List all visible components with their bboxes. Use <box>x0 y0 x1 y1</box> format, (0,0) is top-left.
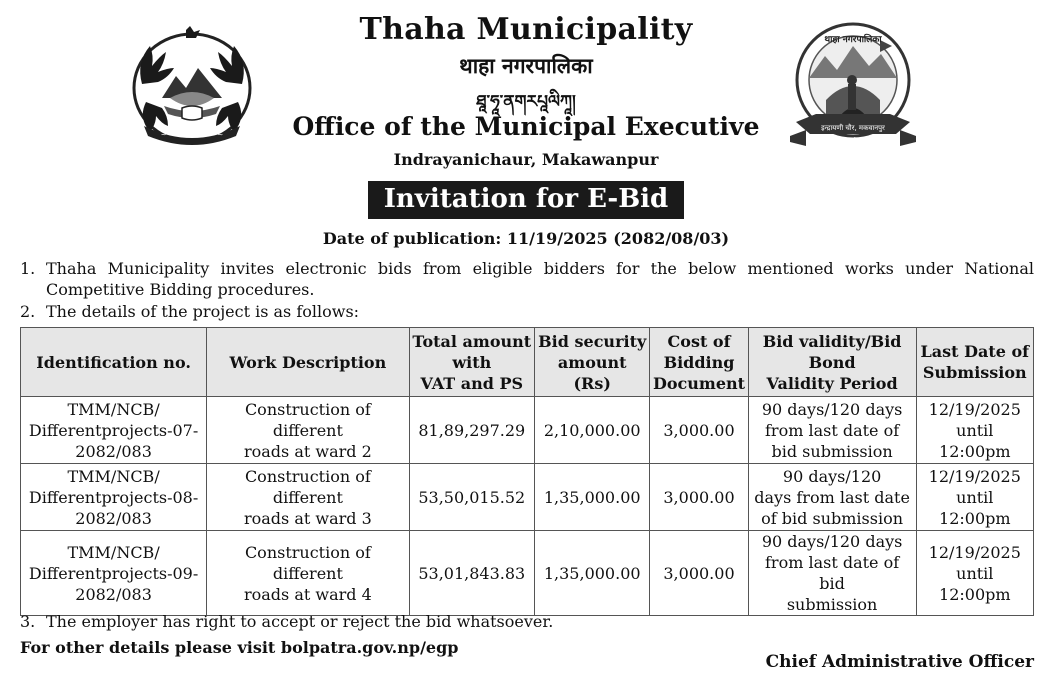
office-address: Indrayanichaur, Makawanpur <box>393 150 659 169</box>
table-cell <box>207 397 409 464</box>
table-cell-line: Differentprojects-09- <box>28 563 199 583</box>
notice-banner: Invitation for E-Bid <box>368 181 685 219</box>
column-header-line: Cost of <box>667 331 731 351</box>
table-cell-line: roads at ward 2 <box>243 441 372 461</box>
table-cell-line: 53,01,843.83 <box>418 563 526 583</box>
logo-text-top: थाहा नगरपालिका <box>824 35 882 45</box>
table-cell-line: 2082/083 <box>75 441 152 461</box>
table-cell <box>535 531 650 616</box>
point-text: The details of the project is as follows: <box>46 302 360 321</box>
municipality-title-tamang: ཐཱ་ཧཱ་ནགརཔཱལིཀཱ། <box>476 92 576 112</box>
table-cell <box>21 397 207 464</box>
svg-text:~ ~ ~ ~ ~ ~ ~ ~: ~ ~ ~ ~ ~ ~ ~ ~ <box>160 131 224 139</box>
table-cell-line: 3,000.00 <box>663 420 735 440</box>
column-header-line: amount (Rs) <box>557 352 627 393</box>
table-cell-line: days from last date <box>754 487 910 507</box>
table-cell-line: until <box>956 563 994 583</box>
table-cell-line: 53,50,015.52 <box>418 487 526 507</box>
table-header-row <box>21 328 1034 397</box>
table-cell-line: roads at ward 3 <box>243 508 372 528</box>
column-header-line: Submission <box>922 363 1027 382</box>
table-cell-line: roads at ward 4 <box>243 584 372 604</box>
table-cell-line: 12/19/2025 <box>928 542 1021 562</box>
table-cell <box>916 531 1033 616</box>
column-header <box>207 328 409 397</box>
column-header-line: Bid validity/Bid <box>762 331 902 351</box>
column-header-line: Document <box>652 373 746 393</box>
column-header-line: Bond <box>808 352 856 372</box>
table-cell <box>409 397 534 464</box>
table-cell-line: submission <box>786 595 878 614</box>
table-cell <box>650 397 748 464</box>
logo-text-bottom: इन्द्रायणी चौर, मकवानपुर <box>821 124 885 132</box>
table-cell-line: 12:00pm <box>939 508 1011 528</box>
column-header-line: Identification no. <box>36 352 191 372</box>
column-header-line: Validity Period <box>766 373 898 393</box>
table-cell-line: from last date of bid <box>765 553 900 593</box>
table-cell-line: 81,89,297.29 <box>418 420 526 440</box>
table-cell-line: until <box>956 420 994 440</box>
column-header <box>748 328 916 397</box>
table-cell-line: TMM/NCB/ <box>67 466 160 486</box>
table-cell-line: 1,35,000.00 <box>543 563 641 583</box>
table-cell-line: Construction of different <box>244 466 371 507</box>
bid-details-table <box>20 327 1034 616</box>
table-cell-line: 2082/083 <box>75 508 152 528</box>
municipality-title-nepali: थाहा नगरपालिका <box>459 53 593 78</box>
table-cell <box>535 397 650 464</box>
column-header-line: VAT and PS <box>420 373 524 393</box>
point-number: 3. <box>20 612 36 631</box>
column-header <box>650 328 748 397</box>
table-cell-line: 12/19/2025 <box>928 399 1021 419</box>
table-cell-line: TMM/NCB/ <box>67 542 160 562</box>
column-header-line: Bidding <box>663 352 735 372</box>
table-cell-line: until <box>956 487 994 507</box>
table-cell-line: 90 days/120 <box>782 466 882 486</box>
table-cell <box>748 531 916 616</box>
table-cell-line: Construction of different <box>244 399 371 440</box>
point-2 <box>20 301 1034 322</box>
table-cell-line: bid submission <box>771 441 893 461</box>
municipality-title: Thaha Municipality <box>359 12 693 47</box>
point-1 <box>20 258 1034 300</box>
column-header-line: Last Date of <box>920 342 1030 361</box>
column-header <box>21 328 207 397</box>
logo-text-footer: बागमती प्रदेश,नेपाल <box>829 137 877 145</box>
banner-container <box>0 181 1052 219</box>
table-row <box>21 397 1034 464</box>
table-cell-line: 12/19/2025 <box>928 466 1021 486</box>
point-number: 2. <box>20 302 36 321</box>
other-details-note: For other details please visit bolpatra.gov.np/egp <box>20 638 459 657</box>
table-cell-line: 90 days/120 days <box>761 399 903 419</box>
table-cell-line: Differentprojects-08- <box>28 487 199 507</box>
column-header-line: Work Description <box>229 352 387 372</box>
table-cell <box>207 531 409 616</box>
table-row <box>21 464 1034 531</box>
table-cell <box>207 464 409 531</box>
table-cell-line: Differentprojects-07- <box>28 420 199 440</box>
table-cell-line: 90 days/120 days <box>761 532 903 551</box>
point-text: Thaha Municipality invites electronic bids from eligible bidders for the below mentioned works under National Competitive Bidding procedures. <box>46 259 1034 299</box>
table-cell-line: 3,000.00 <box>663 563 735 583</box>
table-row <box>21 531 1034 616</box>
table-cell-line: of bid submission <box>761 508 904 528</box>
table-cell <box>748 397 916 464</box>
table-cell <box>21 531 207 616</box>
signatory-title: Chief Administrative Officer <box>765 652 1034 672</box>
table-cell <box>916 464 1033 531</box>
table-cell-line: 12:00pm <box>939 584 1011 604</box>
column-header-line: Total amount <box>412 331 532 351</box>
table-cell <box>21 464 207 531</box>
column-header-line: Bid security <box>538 331 647 351</box>
point-3 <box>20 611 1034 632</box>
column-header <box>409 328 534 397</box>
point-number: 1. <box>20 259 36 278</box>
table-body <box>21 397 1034 616</box>
table-cell-line: TMM/NCB/ <box>67 399 160 419</box>
column-header <box>916 328 1033 397</box>
table-cell-line: from last date of <box>765 420 900 440</box>
table-cell <box>409 531 534 616</box>
column-header <box>535 328 650 397</box>
table-cell <box>650 531 748 616</box>
column-header-line: with <box>452 352 492 372</box>
table-cell-line: 12:00pm <box>939 441 1011 461</box>
table-cell <box>535 464 650 531</box>
table-cell-line: 2082/083 <box>75 584 152 604</box>
office-title: Office of the Municipal Executive <box>292 112 760 141</box>
table-cell-line: 3,000.00 <box>663 487 735 507</box>
table-cell-line: 2,10,000.00 <box>543 420 641 440</box>
table-cell <box>409 464 534 531</box>
table-cell-line: Construction of different <box>244 542 371 583</box>
publication-date: Date of publication: 11/19/2025 (2082/08/03) <box>322 229 730 248</box>
point-text: The employer has right to accept or reject the bid whatsoever. <box>46 612 554 631</box>
table-cell <box>650 464 748 531</box>
table-cell-line: 1,35,000.00 <box>543 487 641 507</box>
table-cell <box>916 397 1033 464</box>
table-cell <box>748 464 916 531</box>
